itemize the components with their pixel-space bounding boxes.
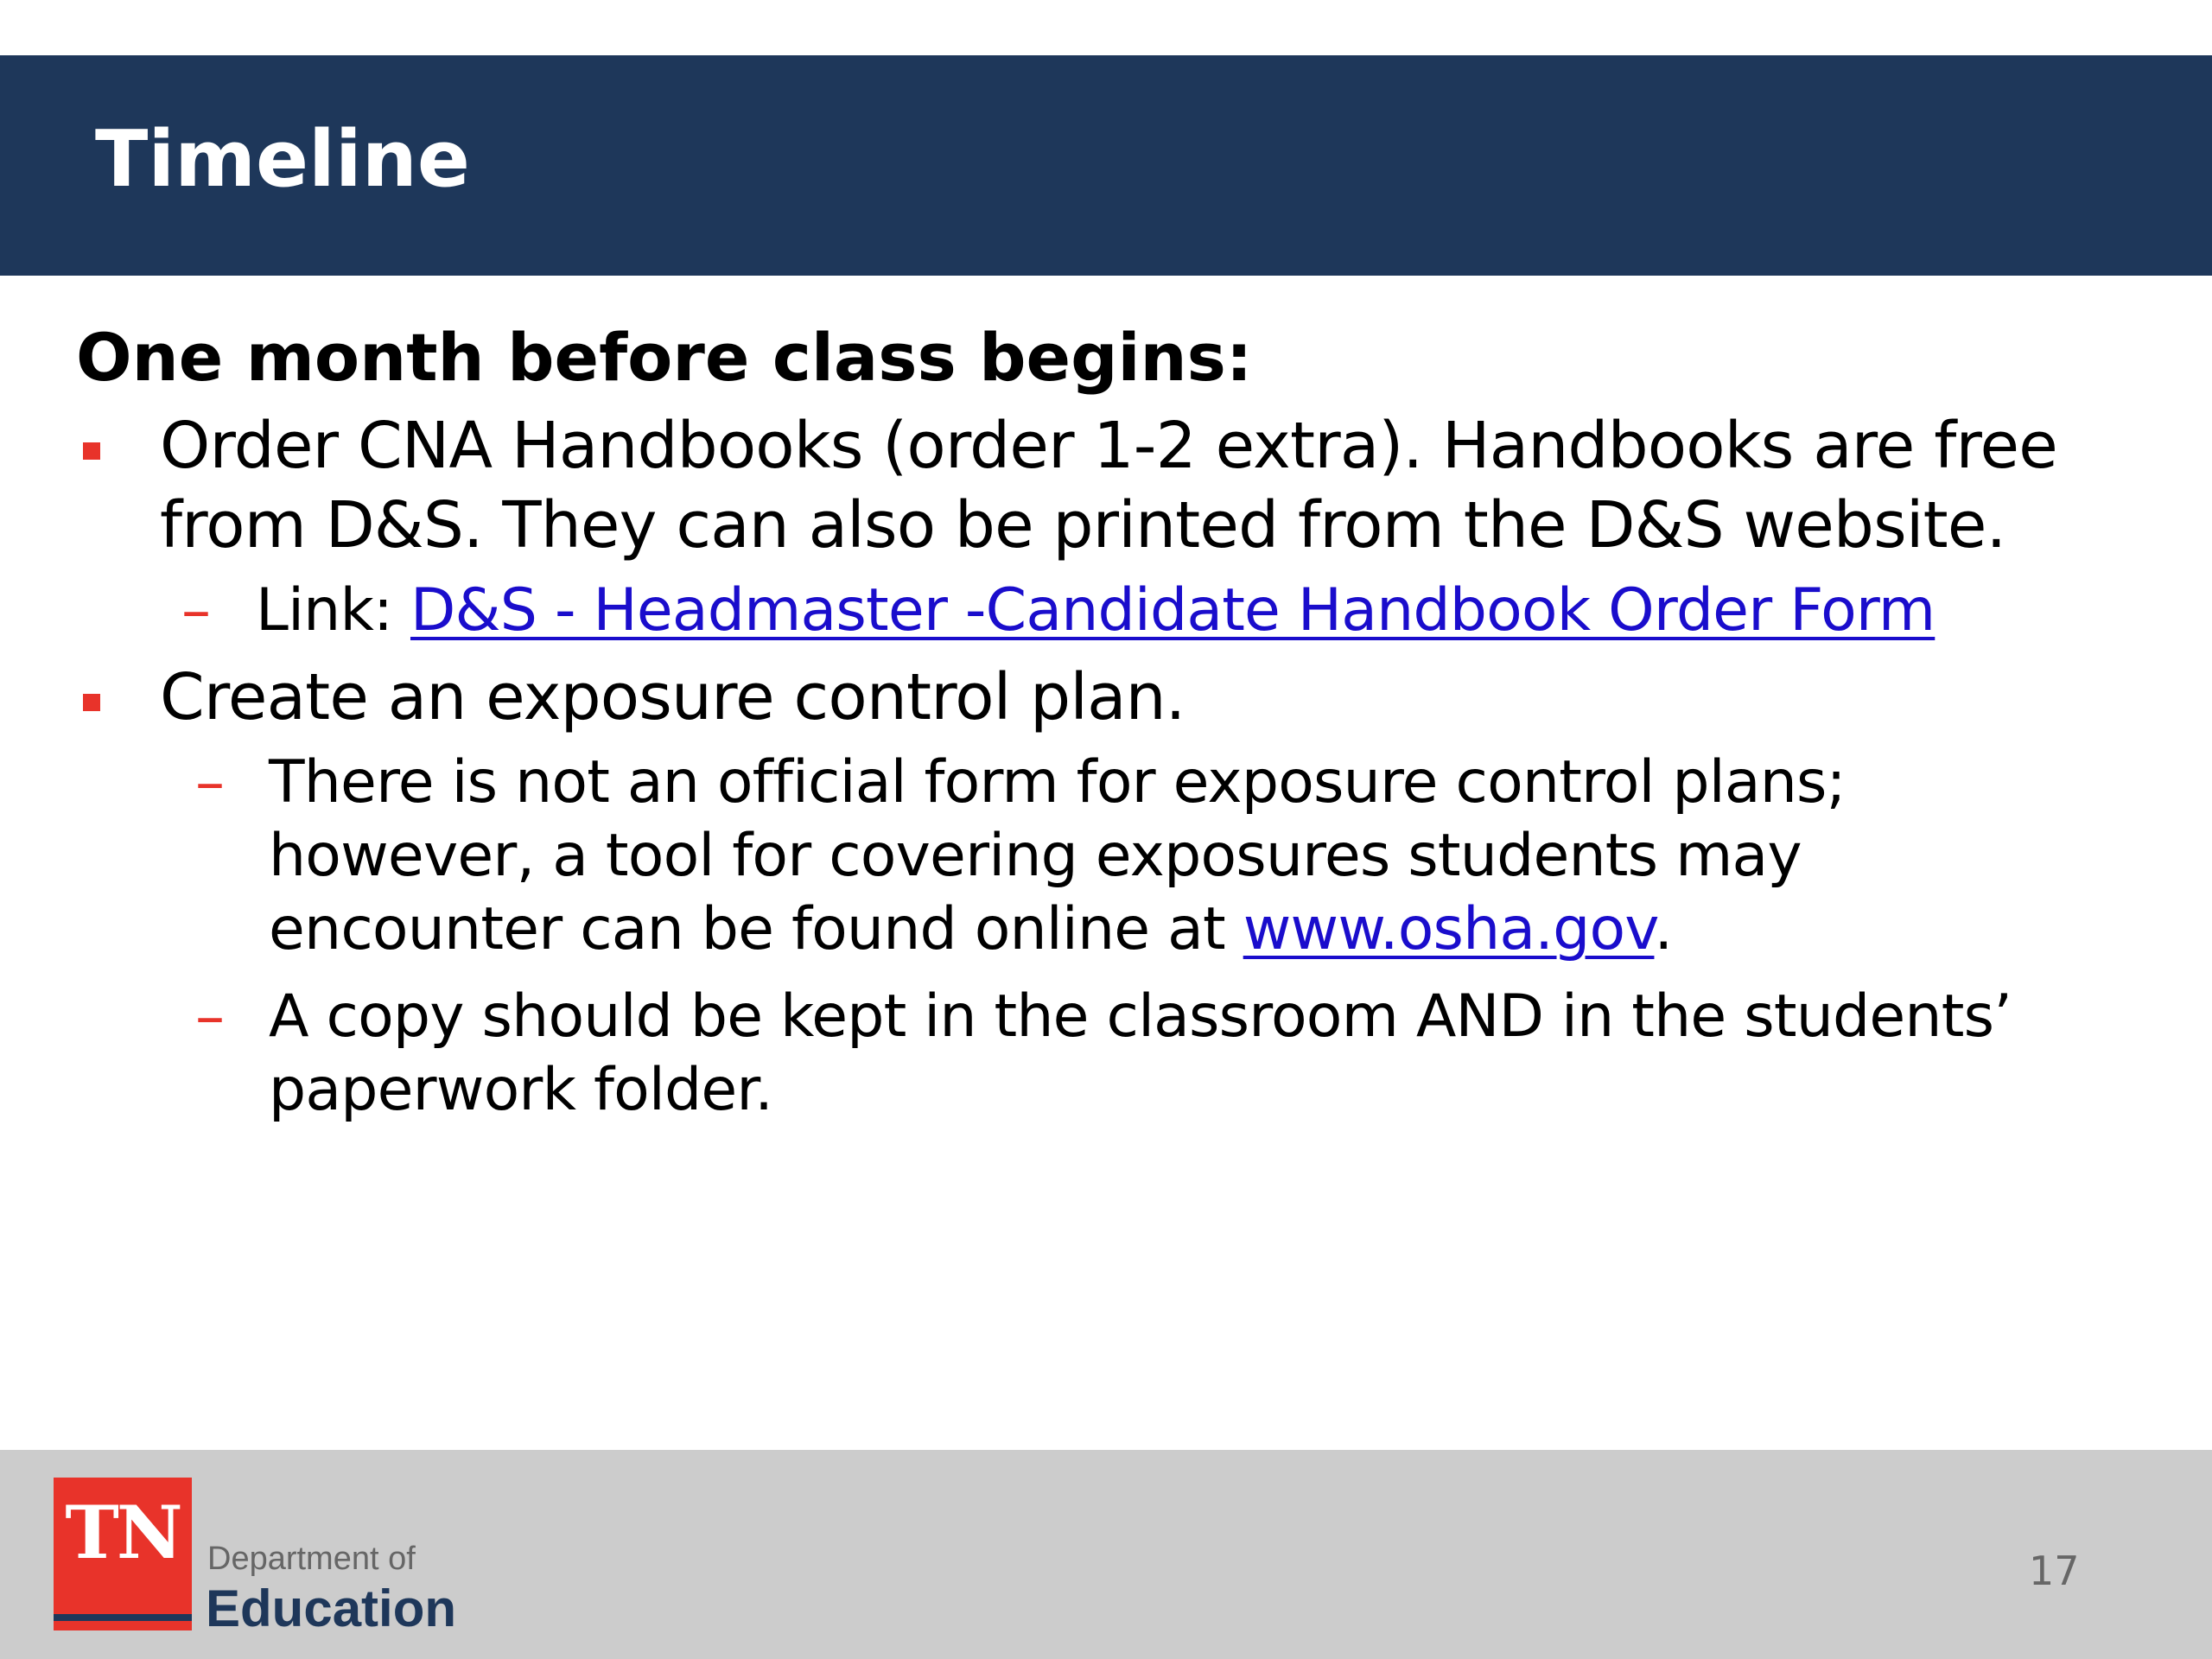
logo-underline (54, 1614, 192, 1621)
slide-title: Timeline (95, 114, 470, 205)
osha-link[interactable]: www.osha.gov (1243, 895, 1655, 963)
handbook-order-form-link[interactable]: D&S - Headmaster -Candidate Handbook Order Form (410, 576, 1936, 645)
sub-item-prefix: There is not an official form for exposure control plans; however, a tool for covering exposures students may encounter can be found online at (269, 748, 1846, 963)
sub-item (76, 746, 2063, 966)
logo-tn-text: TN (65, 1490, 181, 1575)
square-bullet-icon (83, 694, 100, 711)
bullet-item (76, 406, 2063, 565)
bullet-text: Create an exposure control plan. (160, 660, 1185, 734)
slide-content (76, 318, 2063, 1127)
sub-item-suffix: . (1654, 895, 1673, 963)
tn-logo (54, 1478, 192, 1630)
dept-line2: Education (206, 1580, 457, 1637)
sub-item (76, 574, 2063, 647)
page-number: 17 (2029, 1548, 2080, 1594)
dash-bullet-icon: – (181, 576, 211, 645)
dept-line1: Department of (207, 1541, 416, 1577)
sub-item (76, 980, 2063, 1127)
dash-bullet-icon: – (195, 748, 225, 817)
bullet-text: Order CNA Handbooks (order 1-2 extra). Handbooks are free from D&S. They can also be printed from the D&S website. (160, 409, 2057, 563)
dash-bullet-icon: – (195, 982, 225, 1051)
sub-item-text: A copy should be kept in the classroom AND in the students’ paperwork folder. (269, 982, 2012, 1124)
bullet-item (76, 658, 2063, 737)
sub-item-prefix: Link: (256, 576, 410, 645)
square-bullet-icon (83, 442, 100, 460)
section-heading: One month before class begins: (76, 319, 1253, 396)
